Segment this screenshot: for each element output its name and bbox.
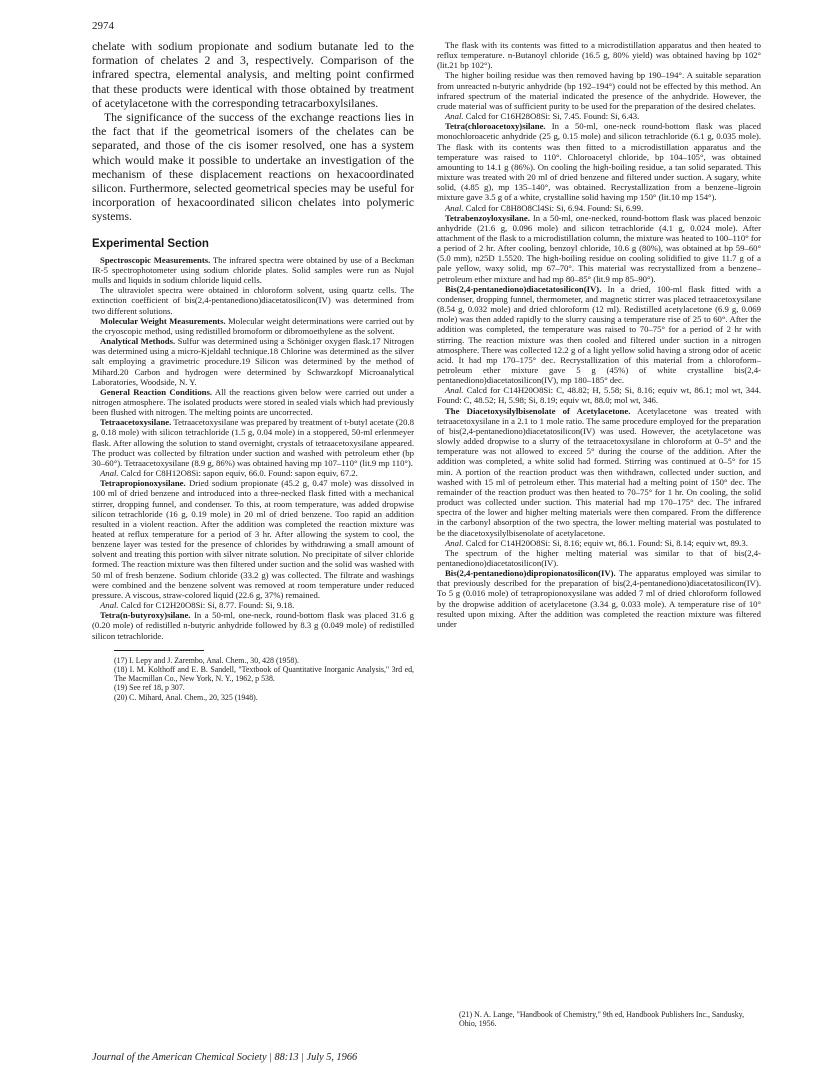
body-paragraph: [92, 285, 414, 315]
paragraph-text: Tetraacetoxysilane was prepared by treatment of t-butyl acetate (20.8 g, 0.18 mole) with silicon tetrachloride (1.5 g, 0.04 mole) in a stoppered, 50-ml erlenmeyer flask. After allowing the solution to stand overnight, crystals of tetraacetoxysilane appeared. The product was collected by filtration under suction and washed with petroleum ether (bp 30–60°). Tetraacetoxysilane (8.9 g, 86%) was obtained having mp 107–110° (lit.9 mp 110°).: [92, 417, 414, 468]
paragraph-text: Calcd for C8H8O8Cl4Si: Si, 6.94. Found: Si, 6.99.: [463, 202, 644, 213]
body-paragraph: [437, 385, 761, 405]
paragraph-text: Calcd for C12H20O8Si: Si, 8.77. Found: Si, 9.18.: [118, 600, 295, 611]
paragraph-heading: General Reaction Conditions.: [100, 386, 213, 397]
body-paragraph: [92, 478, 414, 600]
paragraph-heading: The Diacetoxysilylbisenolate of Acetylacetone.: [445, 405, 631, 416]
body-paragraph: [92, 610, 414, 640]
paragraph-text: Molecular weight determinations were carried out by the cryoscopic method, using redistilled bromoform or dibromoethylene as the solvent.: [92, 315, 414, 336]
right-body: [437, 40, 761, 629]
body-paragraph: [437, 111, 761, 121]
paragraph-text: The higher boiling residue was then removed having bp 190–194°. A suitable separation from unreacted n-butyric anhydride (bp 192–194°) could not be effected by this method. An infrared spectrum of the material indicated the presence of the anhydride. However, the crude material was of sufficient purity to be used for the preparation of the desired chelates.: [437, 70, 761, 111]
section-title: Experimental Section: [92, 237, 209, 250]
body-paragraph: [437, 538, 761, 548]
paragraph-text: Dried sodium propionate (45.2 g, 0.47 mole) was dissolved in 100 ml of dried benzene and introduced into a three-necked flask fitted with a mechanical stirrer, dropping funnel, and condenser. To this, at room temperature, was added dropwise silicon tetrachloride (16 g, 0.19 mole) in 20 ml of dried benzene. Too rapid an addition resulted in a violent reaction. After the addition was completed the reaction mixture was heated at reflux temperature for a period of 3 hr. After allowing the system to cool, the benzene layer was tested for the presence of chlorides by withdrawing a small amount of solvent and treating this portion with silver nitrate solution. No precipitate of silver chloride formed. The reaction mixture was then filtered under suction and the solid was washed with 50 ml of fresh benzene. Sodium chloride (33.2 g) was collected. The filtrate and washings were combined and the benzene solvent was removed at room temperature under reduced pressure. A viscous, straw-colored liquid (22.6 g, 37%) remained.: [92, 478, 414, 600]
paragraph-heading: Molecular Weight Measurements.: [100, 315, 226, 326]
paragraph-text: Acetylacetone was treated with tetraacetoxysilane in a 2.1 to 1 mole ratio. The same procedure employed for the preparation of bis(2,4-pentanediono)diacetatosilicon(IV) was used. However, the acetylacetone was slowly added dropwise to a slurry of the tetraacetoxysilane in chloroform at 0–5° and the temperature was not allowed to exceed 5° during the course of the addition. After the addition was completed, a white solid had formed. Stirring was continued at 0–5° for 15 min. A portion of the reaction product was then withdrawn, collected under suction, and washed with 15 ml of petroleum ether. This material had a melting point of 150° dec. The remainder of the reaction product was then heated to 70–75° for 1 hr. On cooling, the solid product was collected under suction. This material had mp 170–175° dec. The infrared spectra of the lower and higher melting materials were then compared. From the difference in the carbonyl absorption of the two spectra, the lower melting material was postulated to be the diacetoxysilylbisenolate of acetylacetone.: [437, 405, 761, 538]
body-paragraph: [92, 316, 414, 336]
paragraph-text: Sulfur was determined using a Schöniger oxygen flask.17 Nitrogen was determined using a micro-Kjeldahl technique.18 Chlorine was determined as the silver salt employing a gravimetric procedure.19 Silicon was determined by the method of Mihard.20 Carbon and hydrogen were determined by Schwarzkopf Microanalytical Laboratories, Woodside, N. Y.: [92, 336, 414, 387]
body-paragraph: [92, 387, 414, 417]
paragraph-text: Calcd for C14H20O8Si: C, 48.82; H, 5.58; Si, 8.16; equiv wt, 86.1; mol wt, 344. Found: C, 48.52; H, 5.98; Si, 8.19; equiv wt, 88.0; mol wt, 346.: [437, 385, 761, 406]
body-paragraph: [92, 600, 414, 610]
intro-text: [92, 40, 414, 225]
paragraph-text: In a 50-ml, one-neck round-bottom flask was placed monochloroacetic anhydride (25 g, 0.15 mole) and silicon tetrachloride (6.1 g, 0.035 mole). The flask with its contents was then fitted to a microdistillation apparatus and the temperature was raised to 110°. Chloroacetyl chloride, bp 104–105°, was obtained amounting to 14.1 g (86%). On cooling the high-boiling residue, a tan solid separated. This mixture was treated with 20 ml of dried benzene and filtered under suction. A sugary, white solid, (4.85 g), mp 135–140°, was obtained. Recrystallization from a benzene–ligroin mixture gave 3.5 g of a white, crystalline solid having mp 150° (lit.10 mp 154°).: [437, 121, 761, 203]
body-paragraph: [437, 40, 761, 70]
body-paragraph: [92, 468, 414, 478]
page-number: 2974: [92, 20, 114, 32]
left-body: [92, 255, 414, 641]
right-footnote-block: [437, 1010, 761, 1028]
footnote: (19) See ref 18, p 307.: [114, 683, 185, 693]
footnote: (20) C. Mihard, Anal. Chem., 20, 325 (1948).: [114, 692, 258, 702]
left-column: [92, 40, 414, 702]
paragraph-text: In a dried, 100-ml flask fitted with a condenser, dropping funnel, thermometer, and magnetic stirrer was placed tetraacetoxysilane (8.54 g, 0.032 mole) and dried chloroform (12 ml). Redistilled acetylacetone (6.9 g, 0.069 mole) was then added rapidly to the slurry causing a temperature rise of 25 to 60°. After the addition was completed, the temperature was raised to 70–75° for a period of 2 hr with stirring. The reaction mixture was then cooled and filtered under suction in a nitrogen atmosphere. There was collected 12.2 g of a light yellow solid having a strong odor of acetic acid. It had mp 170–175° dec. Recrystallization of this material from a chloroform–petroleum ether mixture gave 5 g (45%) of white crystalline bis(2,4-pentanediono)diacetatosilicon(IV), mp 180–185° dec.: [437, 283, 761, 386]
intro-paragraph: chelate with sodium propionate and sodium butanate led to the formation of chelates 2 and 3, respectively. Comparison of the infrared spectra, elemental analysis, and melting point confirmed that these products were identical with those obtained by treatment of acetylacetone with the corresponding tetracarboxylsilanes.: [92, 40, 414, 110]
paragraph-text: The spectrum of the higher melting material was similar to that of bis(2,4-pentanediono)diacetatosilicon(IV).: [437, 547, 761, 568]
paragraph-heading: Tetrabenzoyloxysilane.: [445, 212, 530, 223]
body-paragraph: [437, 406, 761, 538]
paragraph-heading: Bis(2,4-pentanediono)diacetatosilicon(IV).: [445, 283, 602, 294]
paragraph-text: In a 50-ml, one-necked, round-bottom flask was placed benzoic anhydride (21.6 g, 0.096 mole) and silicon tetrachloride (4.1 g, 0.024 mole). After attachment of the flask to a microdistillation column, the mixture was heated to 100–110° for a period of 2 hr. After cooling, benzoyl chloride, 10.6 g (80%), was obtained at bp 59–60° (5.0 mm), n25D 1.5520. The high-boiling residue on cooling solidified to give 11.7 g of a pale yellow, waxy solid, mp 67–70°. This material was recrystallized from a benzene–petroleum ether mixture and had mp 80–85° (lit.9 mp 85–90°).: [437, 212, 761, 284]
paragraph-text: All the reactions given below were carried out under a nitrogen atmosphere. The isolated products were stored in sealed vials which had previously been flushed with nitrogen. The melting points are uncorrected.: [92, 386, 414, 418]
body-paragraph: [437, 70, 761, 111]
footnote: (17) I. Lepy and J. Zarembo, Anal. Chem., 30, 428 (1958).: [114, 655, 299, 665]
paragraph-heading: Bis(2,4-pentanediono)dipropionatosilicon(IV).: [445, 568, 616, 579]
paragraph-heading: Tetrapropionoxysilane.: [100, 478, 186, 489]
body-paragraph: [437, 121, 761, 202]
paragraph-heading: Spectroscopic Measurements.: [100, 254, 211, 265]
paragraph-text: The infrared spectra were obtained by use of a Beckman IR-5 spectrophotometer using sodium chloride plates. Solid samples were run as Nujol mulls and liquids in sodium chloride liquid cells.: [92, 254, 414, 286]
paragraph-heading: Anal.: [100, 468, 119, 479]
body-paragraph: [92, 417, 414, 468]
paragraph-heading: Anal.: [100, 600, 119, 611]
paragraph-heading: Anal.: [445, 537, 464, 548]
paragraph-heading: Tetra(chloroacetoxy)silane.: [445, 121, 546, 132]
paragraph-text: Calcd for C16H28O8Si: Si, 7.45. Found: Si, 6.43.: [463, 111, 640, 122]
paragraph-text: Calcd for C14H20O8Si: Si, 8.16; equiv wt, 86.1. Found: Si, 8.14; equiv wt, 89.3.: [463, 537, 748, 548]
paragraph-text: Calcd for C8H12O8Si: sapon equiv, 66.0. Found: sapon equiv, 67.2.: [118, 468, 358, 479]
body-paragraph: [92, 336, 414, 387]
paragraph-heading: Anal.: [445, 111, 464, 122]
intro-paragraph: The significance of the success of the exchange reactions lies in the fact that if the geometrical isomers of the chelates can be separated, and those of the cis isomer resolved, one has a system which would make it possible to undertake an investigation of the mechanism of these displacement reactions on hexacoordinated silicon. Furthermore, selected geometrical species may be useful for incorporation of hexacoordinated silicon chelates into polymeric systems.: [92, 111, 414, 224]
body-paragraph: [437, 568, 761, 629]
paragraph-heading: Analytical Methods.: [100, 336, 176, 347]
footnote-rule: [114, 650, 204, 651]
body-paragraph: [437, 548, 761, 568]
body-paragraph: [437, 213, 761, 284]
paragraph-heading: Anal.: [445, 385, 464, 396]
footnote: (18) I. M. Kolthoff and E. B. Sandell, "Textbook of Quantitative Inorganic Analysis," 3rd ed, The Macmillan Co., New York, N. Y., 1962, p 538.: [114, 664, 414, 684]
body-paragraph: [437, 284, 761, 386]
paragraph-heading: Anal.: [445, 202, 464, 213]
paragraph-heading: Tetra(n-butyroxy)silane.: [100, 610, 191, 621]
paragraph-text: The ultraviolet spectra were obtained in chloroform solvent, using quartz cells. The extinction coefficient of bis(2,4-pentanediono)diacetatosilicon(IV) was determined from two different solutions.: [92, 285, 414, 316]
right-column: [437, 40, 761, 629]
body-paragraph: [92, 255, 414, 285]
footnote: (21) N. A. Lange, "Handbook of Chemistry," 9th ed, Handbook Publishers Inc., Sandusky, Ohio, 1956.: [459, 1010, 745, 1029]
paragraph-text: The flask with its contents was fitted to a microdistillation apparatus and then heated to reflux temperature. n-Butanoyl chloride (16.5 g, 80% yield) was obtained having bp 102° (lit.21 bp 102°).: [437, 40, 761, 71]
body-paragraph: [437, 203, 761, 213]
left-footnotes: [92, 656, 414, 702]
paragraph-text: The apparatus employed was similar to that previously described for the preparation of bis(2,4-pentanediono)diacetatosilicon(IV). To 5 g (0.016 mole) of tetrapropionoxysilane was added 7 ml of dried chloroform followed by the dropwise addition of acetylacetone (3.34 g, 0.033 mole). A temperature rise of 10° resulted upon mixing. After the addition was completed the reaction mixture was filtered under: [437, 568, 761, 629]
journal-footer: Journal of the American Chemical Society | 88:13 | July 5, 1966: [92, 1052, 358, 1063]
paragraph-heading: Tetraacetoxysilane.: [100, 417, 172, 428]
paragraph-text: In a 50-ml, one-neck, round-bottom flask was placed 31.6 g (0.20 mole) of redistilled n-butyric anhydride followed by 8.3 g (0.049 mole) of redistilled silicon tetrachloride.: [92, 610, 414, 641]
